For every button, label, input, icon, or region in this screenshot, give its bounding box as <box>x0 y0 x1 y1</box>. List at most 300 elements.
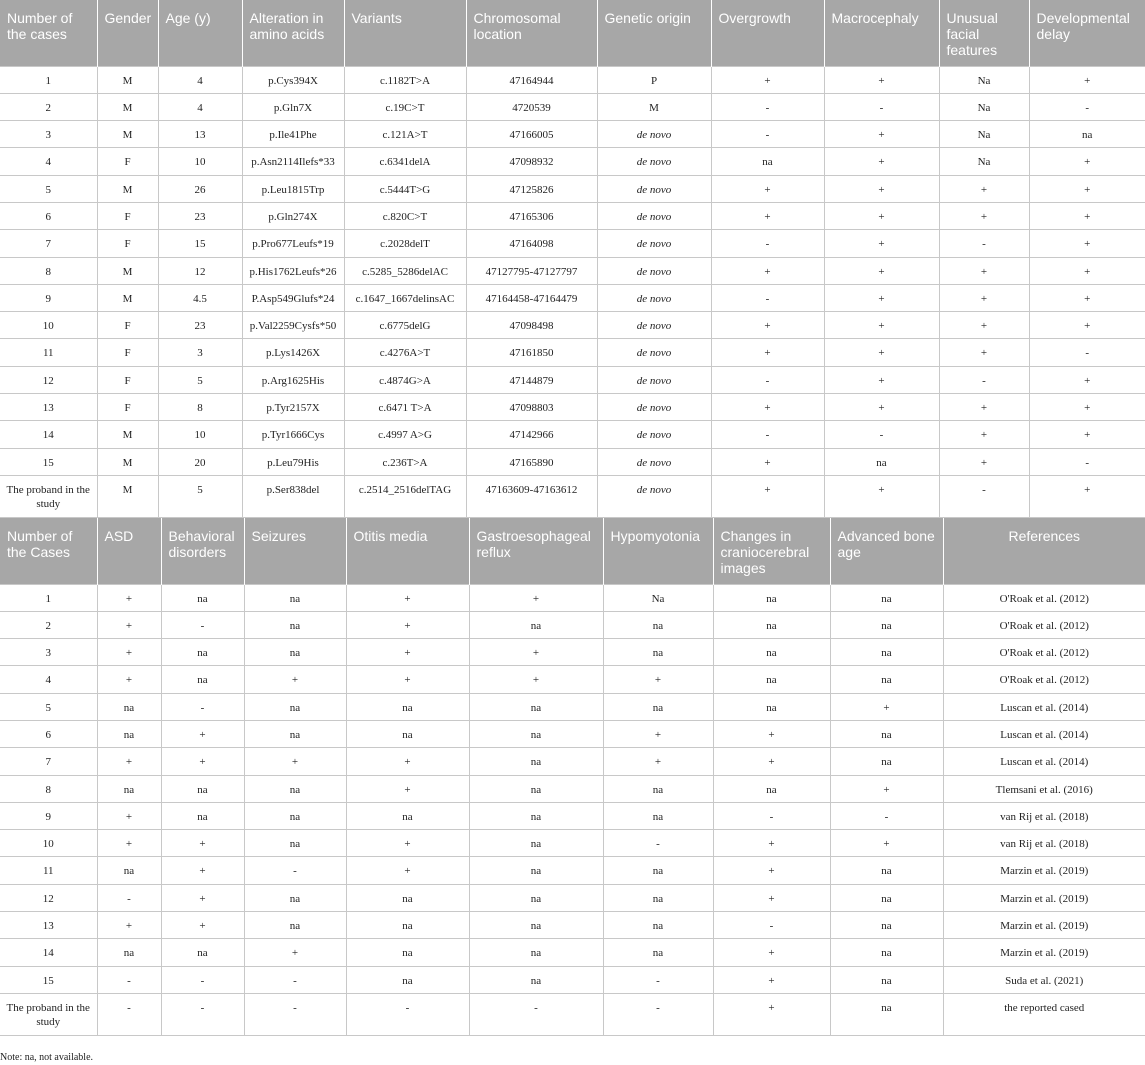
table-cell: Na <box>939 121 1029 148</box>
table-cell: 12 <box>158 257 242 284</box>
table-cell: 14 <box>0 939 97 966</box>
table-cell: 10 <box>158 421 242 448</box>
table-cell: na <box>469 693 603 720</box>
table-cell: The proband in the study <box>0 475 97 517</box>
table-cell: Na <box>939 66 1029 93</box>
table-cell: + <box>603 748 713 775</box>
table-cell: + <box>97 830 161 857</box>
table-cell: + <box>97 748 161 775</box>
table-cell: na <box>346 912 469 939</box>
table-cell: na <box>244 693 346 720</box>
table-cell: na <box>346 720 469 747</box>
table-cell: na <box>244 584 346 611</box>
table-cell: 12 <box>0 366 97 393</box>
table-cell: na <box>603 775 713 802</box>
table-row <box>0 66 1145 93</box>
table-cell: 6 <box>0 202 97 229</box>
table-cell: 2 <box>0 93 97 120</box>
table-cell: 3 <box>0 121 97 148</box>
table-cell: + <box>939 339 1029 366</box>
table-cell: 4 <box>158 93 242 120</box>
table-cell: 47098498 <box>466 312 597 339</box>
table-cell: - <box>824 421 939 448</box>
column-header: References <box>943 518 1145 584</box>
table-cell: 15 <box>0 448 97 475</box>
table-cell: + <box>244 666 346 693</box>
table-row <box>0 175 1145 202</box>
table-cell: de novo <box>597 175 711 202</box>
table-cell: + <box>713 884 830 911</box>
table-cell: de novo <box>597 339 711 366</box>
table-cell: F <box>97 148 158 175</box>
table-cell: + <box>97 802 161 829</box>
table-row <box>0 966 1145 993</box>
table-cell: p.His1762Leufs*26 <box>242 257 344 284</box>
table-cell: 2 <box>0 611 97 638</box>
table-cell: + <box>1029 421 1145 448</box>
table-row <box>0 366 1145 393</box>
table-row <box>0 202 1145 229</box>
table-cell: 3 <box>0 639 97 666</box>
table-cell: van Rij et al. (2018) <box>943 802 1145 829</box>
table-row <box>0 912 1145 939</box>
table-cell: + <box>161 830 244 857</box>
clinical-features-table-continued <box>0 518 1145 1036</box>
table-cell: - <box>97 993 161 1035</box>
column-header: Gastroesophageal reflux <box>469 518 603 584</box>
table-cell: + <box>603 720 713 747</box>
table-cell: 4 <box>0 666 97 693</box>
table-cell: na <box>830 639 943 666</box>
table-cell: 8 <box>0 775 97 802</box>
table-cell: + <box>346 857 469 884</box>
table-cell: - <box>244 857 346 884</box>
table-row <box>0 394 1145 421</box>
table-cell: 26 <box>158 175 242 202</box>
table-cell: Na <box>939 93 1029 120</box>
table-cell: Tlemsani et al. (2016) <box>943 775 1145 802</box>
table-cell: na <box>603 912 713 939</box>
table-cell: 47127795-47127797 <box>466 257 597 284</box>
table-cell: 23 <box>158 312 242 339</box>
table-cell: 13 <box>0 394 97 421</box>
table-cell: na <box>469 720 603 747</box>
table-cell: p.Ile41Phe <box>242 121 344 148</box>
table-cell: na <box>1029 121 1145 148</box>
table-cell: M <box>97 66 158 93</box>
table-cell: + <box>824 312 939 339</box>
table-row <box>0 857 1145 884</box>
table-cell: 47164098 <box>466 230 597 257</box>
table-cell: na <box>603 639 713 666</box>
table-cell: + <box>1029 312 1145 339</box>
table-cell: 9 <box>0 802 97 829</box>
table-cell: na <box>830 584 943 611</box>
table-cell: + <box>1029 257 1145 284</box>
column-header: Macrocephaly <box>824 0 939 66</box>
table-cell: 8 <box>158 394 242 421</box>
column-header: Age (y) <box>158 0 242 66</box>
table-cell: 23 <box>158 202 242 229</box>
table-cell: Na <box>603 584 713 611</box>
table-cell: M <box>97 93 158 120</box>
table-cell: M <box>97 421 158 448</box>
table-cell: na <box>713 584 830 611</box>
table-cell: na <box>161 666 244 693</box>
table-cell: na <box>830 939 943 966</box>
table-cell: F <box>97 312 158 339</box>
table-cell: na <box>244 775 346 802</box>
table-cell: 12 <box>0 884 97 911</box>
table-cell: 4 <box>0 148 97 175</box>
table-cell: na <box>469 611 603 638</box>
table-cell: na <box>346 966 469 993</box>
column-header: Variants <box>344 0 466 66</box>
table-cell: p.Cys394X <box>242 66 344 93</box>
column-header: Gender <box>97 0 158 66</box>
table-cell: O'Roak et al. (2012) <box>943 584 1145 611</box>
table-cell: + <box>469 639 603 666</box>
column-header: Unusual facial features <box>939 0 1029 66</box>
table-cell: Marzin et al. (2019) <box>943 884 1145 911</box>
table-cell: F <box>97 394 158 421</box>
table-cell: 8 <box>0 257 97 284</box>
column-header: Changes in craniocerebral images <box>713 518 830 584</box>
table-cell: 5 <box>0 175 97 202</box>
table-cell: na <box>713 666 830 693</box>
table-row <box>0 230 1145 257</box>
table-row <box>0 584 1145 611</box>
table-cell: na <box>346 802 469 829</box>
table-cell: Luscan et al. (2014) <box>943 720 1145 747</box>
table-cell: Luscan et al. (2014) <box>943 693 1145 720</box>
table-cell: - <box>1029 93 1145 120</box>
table-cell: + <box>244 748 346 775</box>
table-cell: + <box>469 666 603 693</box>
table-cell: M <box>97 121 158 148</box>
column-header: Chromosomal location <box>466 0 597 66</box>
table-cell: - <box>939 366 1029 393</box>
table-cell: - <box>244 966 346 993</box>
table-cell: c.2028delT <box>344 230 466 257</box>
table-cell: na <box>244 639 346 666</box>
table-cell: + <box>939 257 1029 284</box>
column-header: Number of the cases <box>0 0 97 66</box>
table-cell: M <box>97 448 158 475</box>
table-cell: + <box>603 666 713 693</box>
table-cell: + <box>824 121 939 148</box>
table-cell: - <box>161 693 244 720</box>
table-cell: + <box>713 748 830 775</box>
table-cell: 47142966 <box>466 421 597 448</box>
table-cell: de novo <box>597 475 711 517</box>
table-cell: 5 <box>0 693 97 720</box>
table-cell: p.Leu79His <box>242 448 344 475</box>
column-header: Number of the Cases <box>0 518 97 584</box>
table-cell: The proband in the study <box>0 993 97 1035</box>
table-cell: - <box>713 802 830 829</box>
table-cell: na <box>824 448 939 475</box>
table-cell: na <box>244 912 346 939</box>
table-cell: na <box>469 857 603 884</box>
table-cell: + <box>711 475 824 517</box>
table-cell: c.121A>T <box>344 121 466 148</box>
table-cell: Luscan et al. (2014) <box>943 748 1145 775</box>
table-cell: - <box>603 966 713 993</box>
table-cell: na <box>713 639 830 666</box>
table-cell: - <box>824 93 939 120</box>
table-cell: 10 <box>0 830 97 857</box>
table-cell: 47164458-47164479 <box>466 284 597 311</box>
table-cell: c.2514_2516delTAG <box>344 475 466 517</box>
table-cell: + <box>939 312 1029 339</box>
table-row <box>0 284 1145 311</box>
table-cell: + <box>346 666 469 693</box>
table-cell: c.4276A>T <box>344 339 466 366</box>
table-cell: na <box>161 939 244 966</box>
table-cell: na <box>97 857 161 884</box>
table-cell: van Rij et al. (2018) <box>943 830 1145 857</box>
table-cell: O'Roak et al. (2012) <box>943 666 1145 693</box>
table-cell: - <box>161 611 244 638</box>
table-cell: 13 <box>0 912 97 939</box>
table-cell: p.Tyr1666Cys <box>242 421 344 448</box>
table-cell: 10 <box>158 148 242 175</box>
table-cell: + <box>824 475 939 517</box>
table-cell: c.4874G>A <box>344 366 466 393</box>
table-cell: + <box>824 66 939 93</box>
table-cell: + <box>824 230 939 257</box>
table-cell: + <box>824 148 939 175</box>
table-cell: M <box>97 175 158 202</box>
table-cell: - <box>244 993 346 1035</box>
table-cell: na <box>830 748 943 775</box>
table-cell: na <box>830 884 943 911</box>
table-cell: 47098932 <box>466 148 597 175</box>
table-cell: Marzin et al. (2019) <box>943 939 1145 966</box>
table-cell: 4 <box>158 66 242 93</box>
table-cell: na <box>830 966 943 993</box>
table-cell: + <box>161 748 244 775</box>
table-cell: + <box>713 830 830 857</box>
table-cell: + <box>1029 175 1145 202</box>
table-cell: - <box>161 966 244 993</box>
table-cell: 7 <box>0 748 97 775</box>
table-cell: c.1647_1667delinsAC <box>344 284 466 311</box>
table-row <box>0 802 1145 829</box>
table-cell: - <box>711 121 824 148</box>
table-cell: + <box>1029 66 1145 93</box>
column-header: Genetic origin <box>597 0 711 66</box>
table-cell: p.Gln274X <box>242 202 344 229</box>
table-cell: c.1182T>A <box>344 66 466 93</box>
table-cell: c.5285_5286delAC <box>344 257 466 284</box>
table-cell: na <box>244 802 346 829</box>
table-cell: p.Ser838del <box>242 475 344 517</box>
table-cell: na <box>603 884 713 911</box>
table-cell: M <box>97 284 158 311</box>
column-header: Behavioral disorders <box>161 518 244 584</box>
table-row <box>0 666 1145 693</box>
table-cell: c.6471 T>A <box>344 394 466 421</box>
table-row <box>0 884 1145 911</box>
table-cell: - <box>1029 339 1145 366</box>
table-cell: - <box>346 993 469 1035</box>
table-cell: + <box>97 584 161 611</box>
table-cell: + <box>161 912 244 939</box>
table-cell: 47164944 <box>466 66 597 93</box>
table-cell: F <box>97 366 158 393</box>
table-cell: de novo <box>597 230 711 257</box>
table-cell: + <box>711 394 824 421</box>
table-cell: M <box>97 257 158 284</box>
table-header <box>0 0 1145 66</box>
table-cell: + <box>1029 202 1145 229</box>
table-cell: + <box>939 202 1029 229</box>
table-cell: p.Gln7X <box>242 93 344 120</box>
table-cell: p.Val2259Cysfs*50 <box>242 312 344 339</box>
table-cell: + <box>711 257 824 284</box>
table-cell: na <box>469 884 603 911</box>
table-cell: c.5444T>G <box>344 175 466 202</box>
table-cell: - <box>939 475 1029 517</box>
table-row <box>0 339 1145 366</box>
table-cell: 4720539 <box>466 93 597 120</box>
table-cell: + <box>346 639 469 666</box>
column-header: Seizures <box>244 518 346 584</box>
table-cell: + <box>713 939 830 966</box>
table-cell: - <box>97 884 161 911</box>
table-cell: de novo <box>597 448 711 475</box>
table-cell: + <box>713 857 830 884</box>
table-cell: 47161850 <box>466 339 597 366</box>
table-cell: + <box>824 175 939 202</box>
table-row <box>0 611 1145 638</box>
table-cell: - <box>713 912 830 939</box>
table-cell: na <box>97 720 161 747</box>
table-cell: F <box>97 202 158 229</box>
table-cell: 1 <box>0 66 97 93</box>
table-cell: de novo <box>597 284 711 311</box>
table-cell: na <box>603 802 713 829</box>
table-cell: 1 <box>0 584 97 611</box>
table-cell: + <box>346 748 469 775</box>
table-cell: 47165890 <box>466 448 597 475</box>
table-cell: + <box>346 584 469 611</box>
table-row <box>0 775 1145 802</box>
table-cell: + <box>711 202 824 229</box>
table-cell: de novo <box>597 421 711 448</box>
table-cell: - <box>603 993 713 1035</box>
table-cell: + <box>711 448 824 475</box>
table-cell: + <box>939 421 1029 448</box>
table-header <box>0 518 1145 584</box>
table-cell: na <box>346 693 469 720</box>
table-cell: na <box>713 693 830 720</box>
table-footnote: Note: na, not available. <box>0 1052 94 1063</box>
table-row <box>0 421 1145 448</box>
table-cell: + <box>830 775 943 802</box>
table-cell: na <box>469 939 603 966</box>
table-cell: + <box>824 394 939 421</box>
table-cell: na <box>603 857 713 884</box>
table-cell: Marzin et al. (2019) <box>943 857 1145 884</box>
table-cell: + <box>1029 475 1145 517</box>
table-cell: P.Asp549Glufs*24 <box>242 284 344 311</box>
table-cell: na <box>830 912 943 939</box>
table-cell: O'Roak et al. (2012) <box>943 639 1145 666</box>
table-cell: + <box>161 857 244 884</box>
table-cell: p.Asn2114Ilefs*33 <box>242 148 344 175</box>
table-cell: + <box>469 584 603 611</box>
table-cell: de novo <box>597 121 711 148</box>
column-header: ASD <box>97 518 161 584</box>
table-cell: - <box>711 93 824 120</box>
table-cell: + <box>939 394 1029 421</box>
table-cell: + <box>824 339 939 366</box>
table-cell: 3 <box>158 339 242 366</box>
table-cell: p.Leu1815Trp <box>242 175 344 202</box>
table-cell: na <box>97 693 161 720</box>
table-cell: de novo <box>597 312 711 339</box>
table-cell: c.4997 A>G <box>344 421 466 448</box>
table-cell: 47165306 <box>466 202 597 229</box>
table-cell: the reported cased <box>943 993 1145 1035</box>
table-cell: na <box>603 939 713 966</box>
table-row <box>0 93 1145 120</box>
column-header: Developmental delay <box>1029 0 1145 66</box>
table-cell: - <box>161 993 244 1035</box>
table-cell: - <box>830 802 943 829</box>
table-cell: na <box>244 611 346 638</box>
table-cell: - <box>711 421 824 448</box>
table-cell: c.820C>T <box>344 202 466 229</box>
table-cell: 5 <box>158 366 242 393</box>
table-cell: na <box>830 666 943 693</box>
table-cell: - <box>711 284 824 311</box>
table-cell: - <box>711 230 824 257</box>
table-cell: na <box>469 748 603 775</box>
table-cell: + <box>97 912 161 939</box>
table-cell: + <box>830 830 943 857</box>
table-cell: 47144879 <box>466 366 597 393</box>
table-cell: na <box>97 775 161 802</box>
table-cell: + <box>1029 148 1145 175</box>
table-cell: + <box>939 175 1029 202</box>
table-cell: de novo <box>597 257 711 284</box>
table-cell: c.6775delG <box>344 312 466 339</box>
table-cell: M <box>97 475 158 517</box>
table-cell: 14 <box>0 421 97 448</box>
table-cell: p.Lys1426X <box>242 339 344 366</box>
table-cell: - <box>603 830 713 857</box>
table-cell: + <box>824 202 939 229</box>
table-cell: na <box>244 884 346 911</box>
table-row <box>0 993 1145 1035</box>
table-cell: + <box>711 312 824 339</box>
table-cell: M <box>597 93 711 120</box>
table-cell: p.Arg1625His <box>242 366 344 393</box>
table-cell: 47163609-47163612 <box>466 475 597 517</box>
table-cell: + <box>711 339 824 366</box>
table-cell: + <box>97 639 161 666</box>
table-cell: 47125826 <box>466 175 597 202</box>
table-cell: Marzin et al. (2019) <box>943 912 1145 939</box>
table-cell: na <box>469 802 603 829</box>
table-cell: c.6341delA <box>344 148 466 175</box>
table-cell: Suda et al. (2021) <box>943 966 1145 993</box>
column-header: Advanced bone age <box>830 518 943 584</box>
